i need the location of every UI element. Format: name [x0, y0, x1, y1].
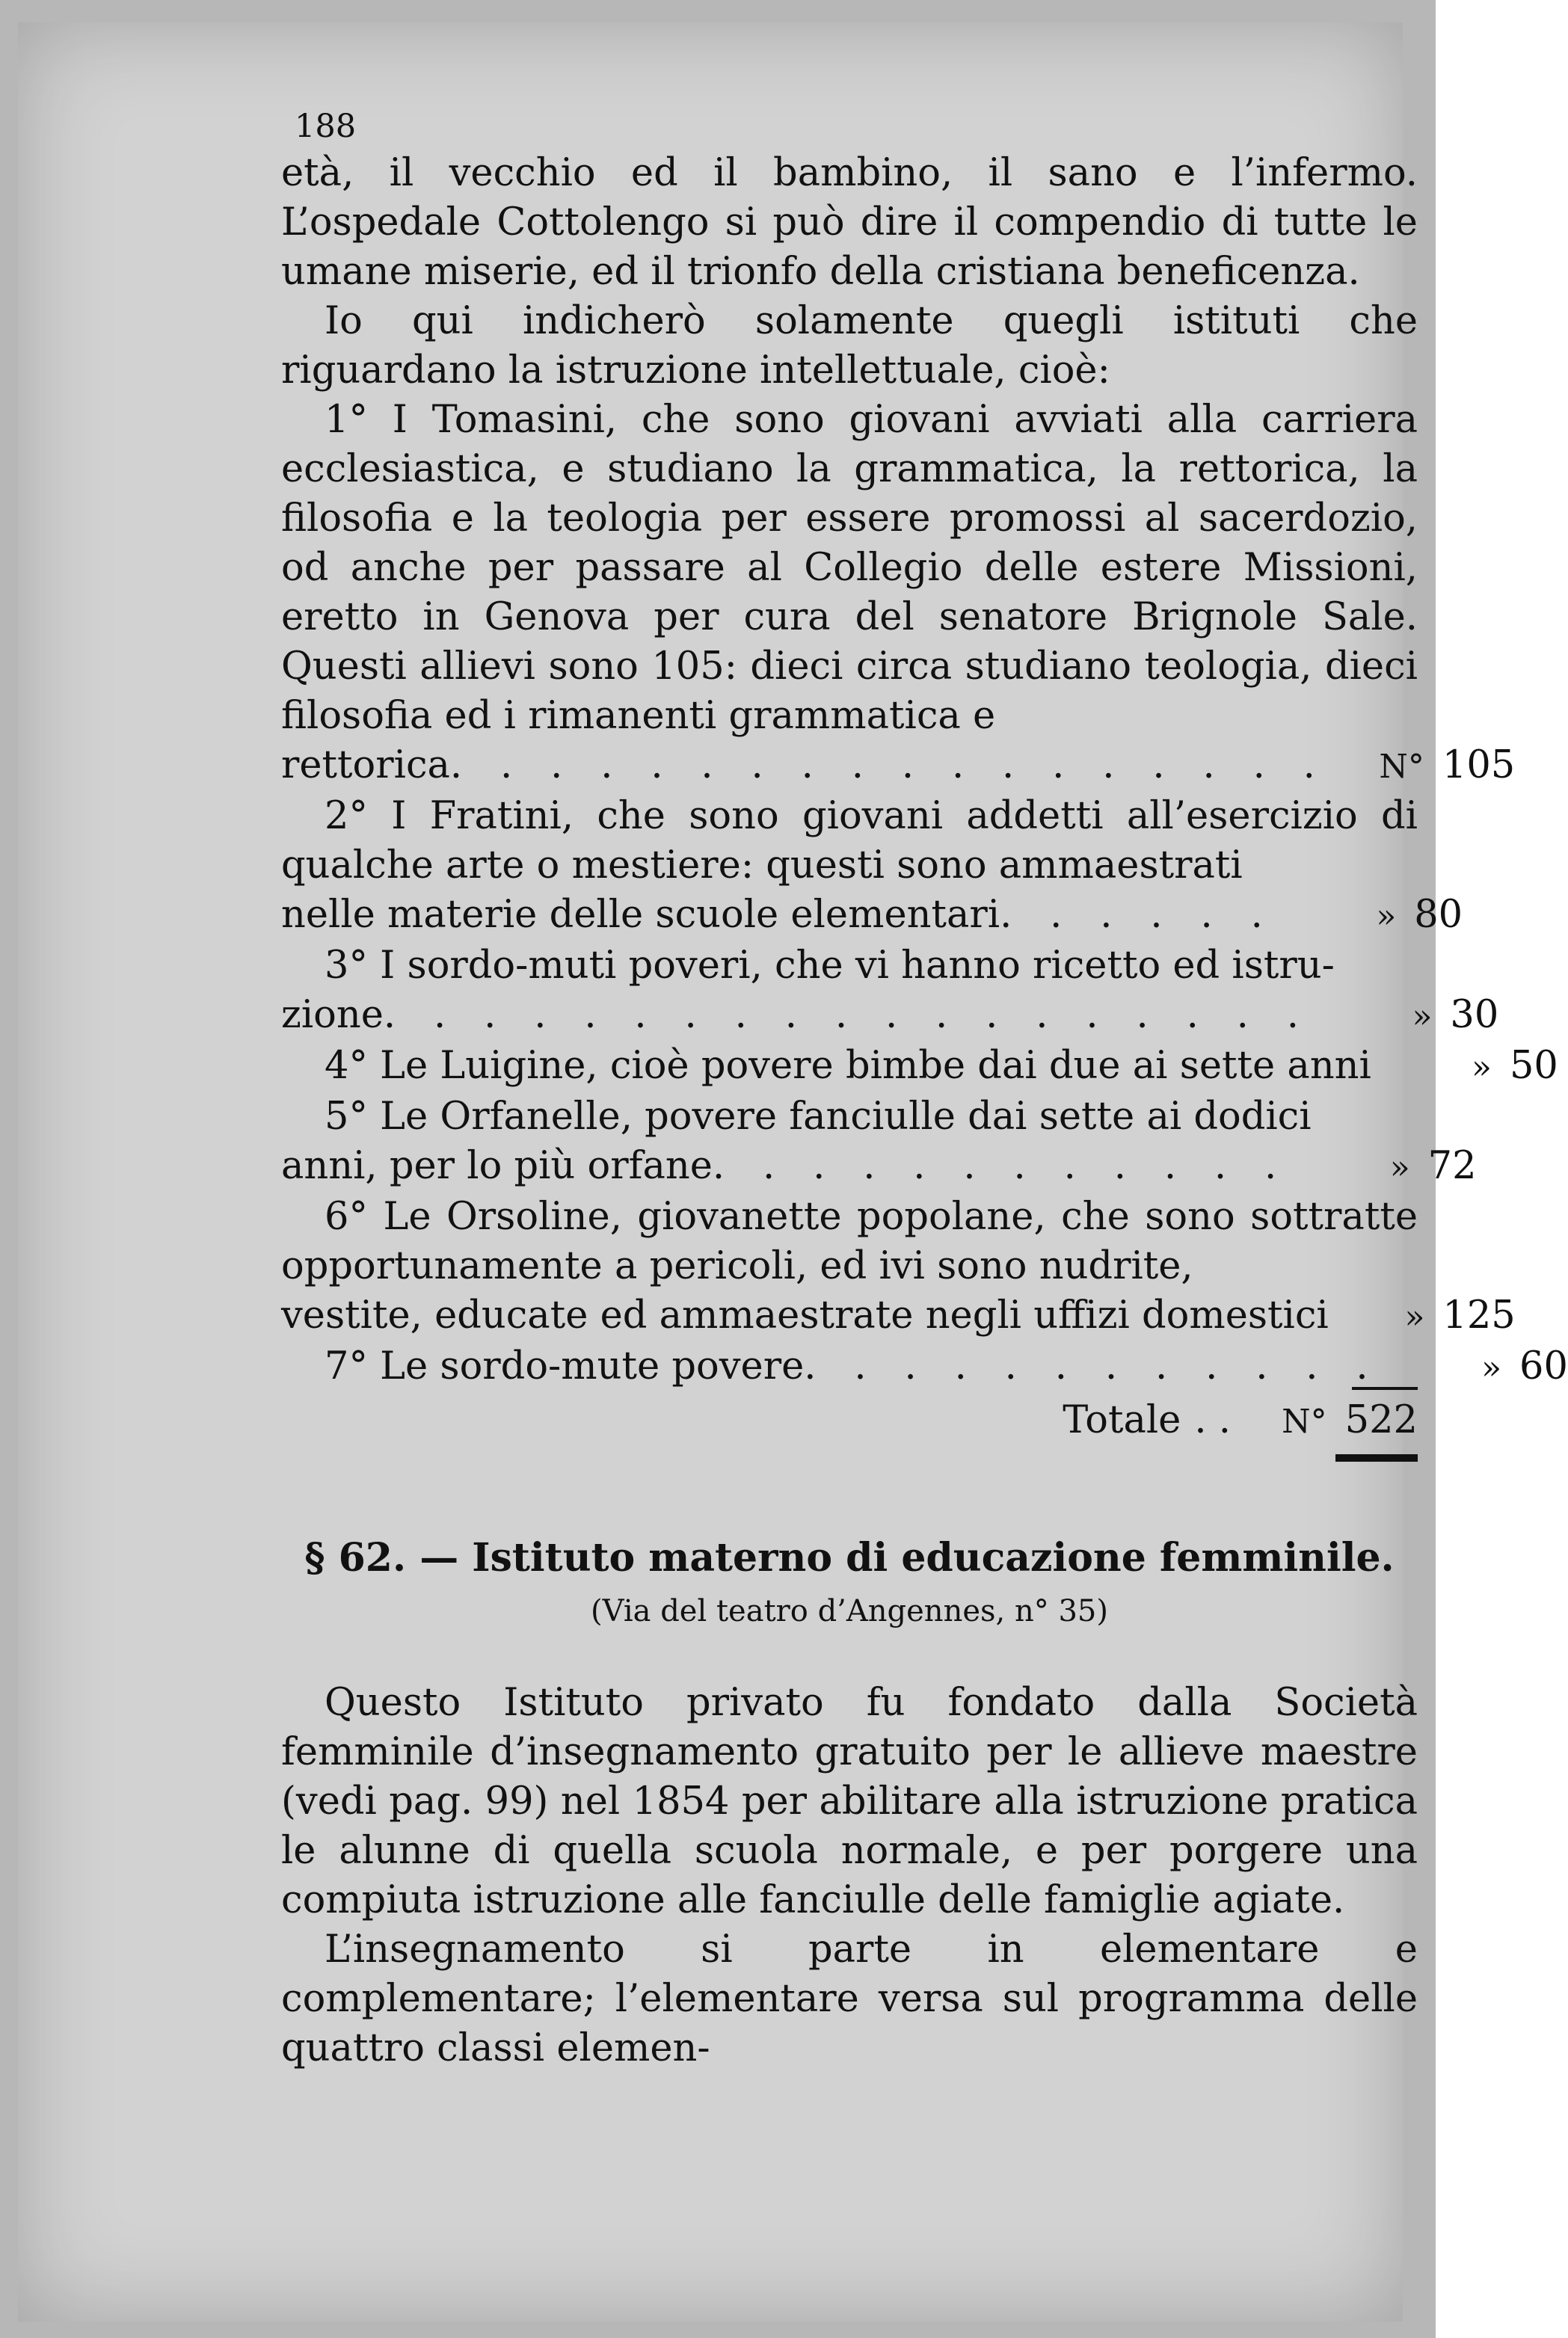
list-item-count: [1276, 890, 1463, 941]
count-mark: »: [1481, 1349, 1502, 1387]
total-count: [1231, 1396, 1418, 1447]
count-mark: N°: [1379, 748, 1424, 786]
lead-paragraph: Io qui indicherò solamente quegli istituti che riguardano la istruzione intellettuale, cioè:: [281, 299, 1418, 393]
dot-leader: . . . . . . . . . . . .: [804, 1344, 1381, 1388]
list-item-last-line: [281, 741, 1516, 792]
list-item-label: vestite, educate ed ammaestrate negli uffizi domestici: [281, 1293, 1329, 1338]
list-item-last-line: [281, 1142, 1477, 1193]
section-paragraph: L’insegnamento si parte in elementare e complementare; l’elementare versa sul programma delle quattro classi elemen-: [281, 1928, 1418, 2070]
list-item: [281, 1092, 1477, 1193]
list-item-text: 1° I Tomasini, che sono giovani avviati alla carriera ecclesiastica, e studiano la grammatica, la rettorica, la filosofia e la teologia per essere promossi al sacerdozio, od anche per passare al Collegio delle estere Missioni, eretto in Genova per cura del senatore Brignole Sale. Questi allievi sono 105: dieci circa studiano teologia, dieci filosofia ed i rimanenti grammatica e: [281, 398, 1418, 738]
count-mark: »: [1412, 997, 1433, 1036]
list-item-last-line: [281, 991, 1499, 1042]
list-item: [281, 792, 1463, 941]
list-item-label: zione: [281, 993, 384, 1037]
list-item-label: 4° Le Luigine, cioè povere bimbe dai due ai sette anni: [325, 1044, 1371, 1088]
count-mark: »: [1389, 1148, 1410, 1187]
list-item-text: 5° Le Orfanelle, povere fanciulle dai sette ai dodici: [325, 1095, 1312, 1139]
count-mark: »: [1404, 1298, 1425, 1336]
count-value: 105: [1442, 743, 1516, 787]
page-content: [281, 108, 1568, 2073]
list-item-count: [1329, 1291, 1516, 1342]
count-mark: »: [1472, 1048, 1492, 1086]
list-item-label: 7° Le sordo-mute povere: [325, 1344, 805, 1388]
list-item-text: 3° I sordo-muti poveri, che vi hanno ricetto ed istru-: [325, 944, 1335, 988]
count-value: 30: [1450, 993, 1499, 1037]
count-value: 125: [1442, 1293, 1516, 1338]
book-page: [18, 22, 1568, 2322]
list-item-last-line: [281, 1291, 1516, 1342]
count-mark: N°: [1282, 1403, 1327, 1441]
section-title: § 62. — Istituto materno di educazione femminile.: [304, 1535, 1395, 1581]
total-rule: [1335, 1454, 1418, 1462]
total-dots: . .: [1194, 1398, 1231, 1442]
list-item: [281, 1042, 1558, 1092]
list-item-count: [1381, 1342, 1568, 1393]
section-paragraph: Questo Istituto privato fu fondato dalla Società femminile d’insegnamento gratuito per le allieve maestre (vedi pag. 99) nel 1854 per abilitare alla istruzione pratica le alunne di quella scuola normale, e per porgere una compiuta istruzione alle fanciulle delle famiglie agiate.: [281, 1681, 1418, 1922]
page-number: 188: [295, 108, 357, 145]
count-value: 50: [1509, 1044, 1558, 1088]
list-item-count: [1290, 1142, 1477, 1193]
total-label: Totale: [1063, 1398, 1181, 1442]
dot-leader: . . . . . . . . . . . . . . . . . . .: [383, 993, 1312, 1037]
list-item: [281, 396, 1516, 792]
dot-leader: . . . . . .: [1000, 893, 1276, 937]
list-item: [281, 941, 1499, 1042]
list-item-count: [1371, 1042, 1558, 1092]
count-value: 80: [1414, 893, 1463, 937]
list-item-text: 2° I Fratini, che sono giovani addetti all’esercizio di qualche arte o mestiere: questi sono ammaestrati: [281, 794, 1418, 887]
list-item: [281, 1342, 1568, 1393]
list-item-label: anni, per lo più orfane: [281, 1144, 713, 1188]
list-item-count: [1312, 991, 1498, 1042]
list-item-last-line: [281, 1342, 1568, 1393]
section-subtitle: (Via del teatro d’Angennes, n° 35): [591, 1594, 1108, 1628]
list-item-label: rettorica: [281, 743, 450, 787]
total-value: 522: [1344, 1398, 1418, 1442]
dot-leader: . . . . . . . . . . . .: [712, 1144, 1290, 1188]
count-value: 72: [1427, 1144, 1477, 1188]
count-value: 60: [1519, 1344, 1568, 1388]
list-item-label: nelle materie delle scuole elementari: [281, 893, 1000, 937]
list-item-text: 6° Le Orsoline, giovanette popolane, che sono sottratte opportunamente a pericoli, ed ivi sono nudrite,: [281, 1195, 1418, 1288]
list-item-last-line: [281, 1042, 1558, 1092]
list-item-count: [1328, 741, 1515, 792]
list-item-last-line: [281, 890, 1463, 941]
intro-paragraph: età, il vecchio ed il bambino, il sano e l’infermo. L’ospedale Cottolengo si può dire il compendio di tutte le umane miserie, ed il trionfo della cristiana beneficenza.: [281, 151, 1418, 294]
list-item: [281, 1193, 1516, 1342]
total-line: [281, 1396, 1418, 1447]
count-mark: »: [1376, 897, 1397, 935]
dot-leader: . . . . . . . . . . . . . . . . . .: [449, 743, 1329, 787]
